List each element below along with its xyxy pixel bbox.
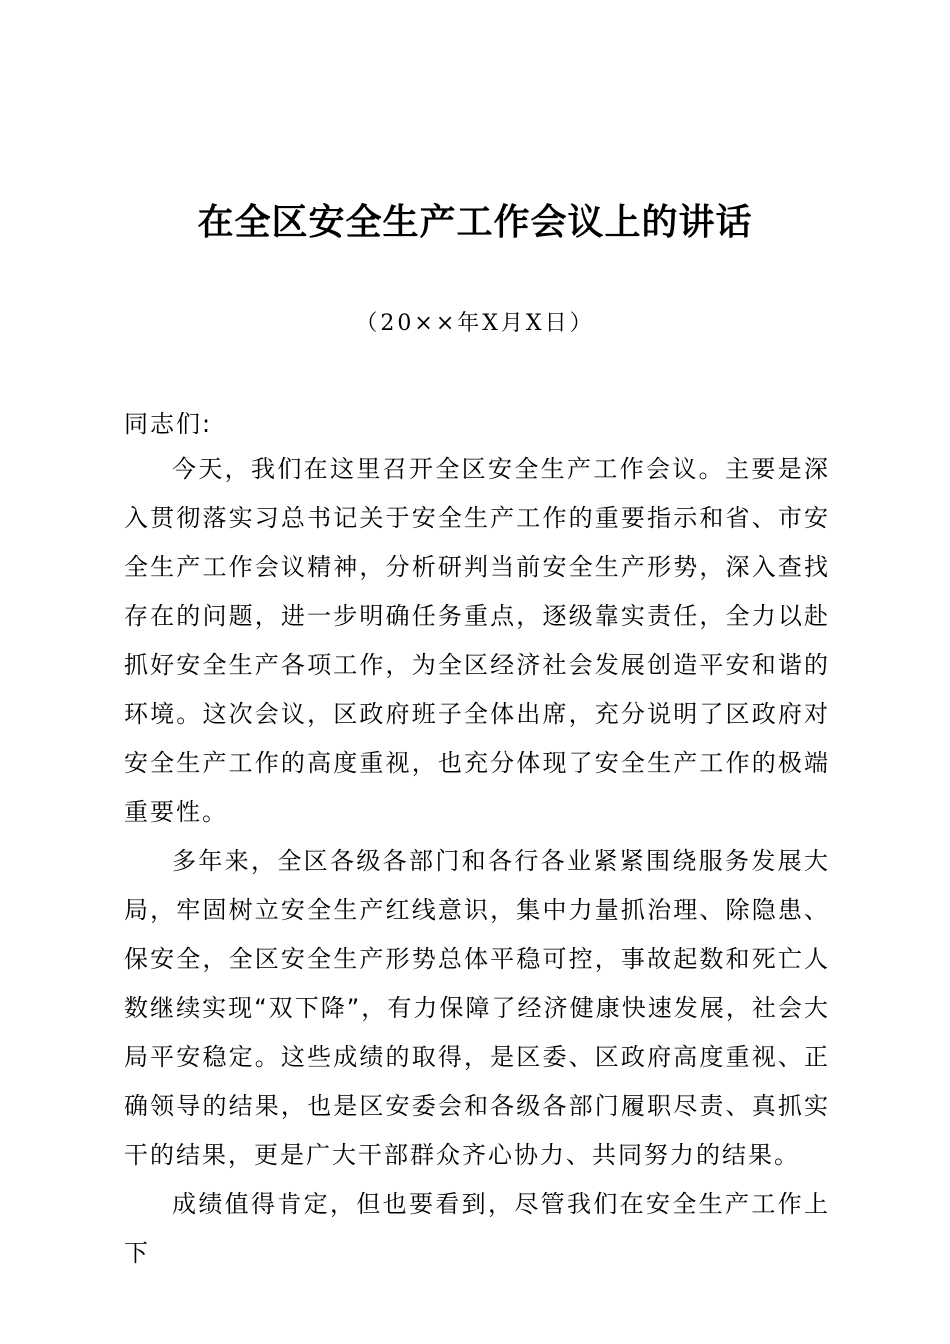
document-body: [124, 404, 830, 1278]
paragraph-2: 多年来，全区各级各部门和各行各业紧紧围绕服务发展大局，牢固树立安全生产红线意识，集中力量抓治理、除隐患、保安全，全区安全生产形势总体平稳可控，事故起数和死亡人数继续实现“双下降”，有力保障了经济健康快速发展，社会大局平安稳定。这些成绩的取得，是区委、区政府高度重视、正确领导的结果，也是区安委会和各级各部门履职尽责、真抓实干的结果，更是广大干部群众齐心协力、共同努力的结果。: [124, 847, 830, 1169]
paragraph-1: 今天，我们在这里召开全区安全生产工作会议。主要是深入贯彻落实习总书记关于安全生产工作的重要指示和省、市安全生产工作会议精神，分析研判当前安全生产形势，深入查找存在的问题，进一步明确任务重点，逐级靠实责任，全力以赴抓好安全生产各项工作，为全区经济社会发展创造平安和谐的环境。这次会议，区政府班子全体出席，充分说明了区政府对安全生产工作的高度重视，也充分体现了安全生产工作的极端重要性。: [124, 455, 830, 826]
paragraph-3: 成绩值得肯定，但也要看到，尽管我们在安全生产工作上下: [124, 1190, 830, 1267]
document-date: （20××年X月X日）: [355, 311, 595, 336]
salutation: 同志们:: [124, 410, 213, 438]
document-title: 在全区安全生产工作会议上的讲话: [197, 201, 753, 243]
